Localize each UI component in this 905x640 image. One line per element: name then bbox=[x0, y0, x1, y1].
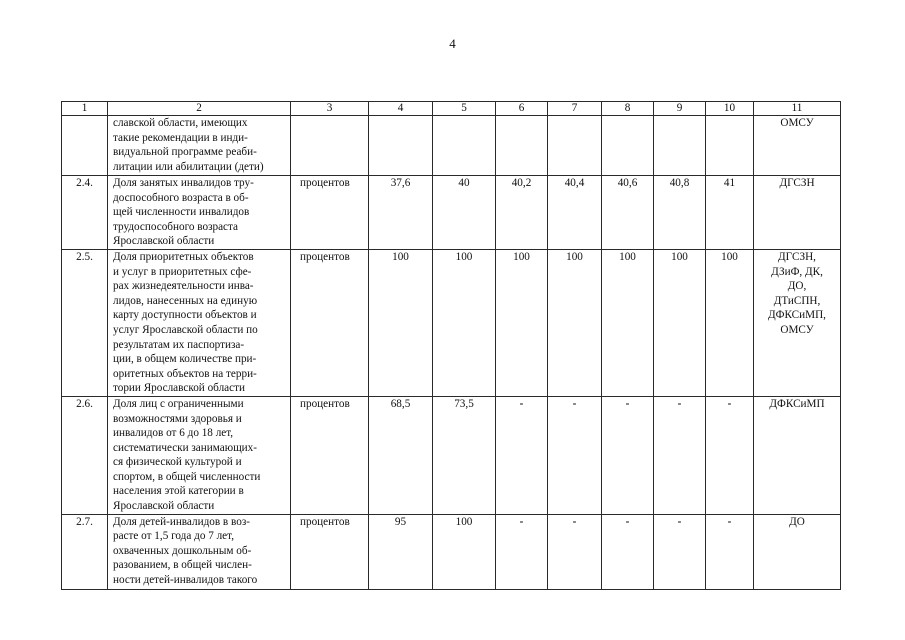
responsible-line: ДЗиФ, ДК, bbox=[771, 265, 823, 278]
table-body bbox=[62, 102, 841, 590]
value-cell: - bbox=[706, 514, 754, 589]
value-cell: - bbox=[654, 396, 706, 514]
responsible-cell bbox=[754, 249, 841, 396]
indicator-name-cell bbox=[108, 396, 291, 514]
value-cell: - bbox=[602, 514, 654, 589]
indicator-name-cell bbox=[108, 249, 291, 396]
indicator-name-line: Ярославской области bbox=[113, 235, 215, 248]
column-number: 6 bbox=[496, 102, 548, 116]
value-cell bbox=[654, 116, 706, 176]
responsible-line: ОМСУ bbox=[780, 117, 814, 129]
column-number: 9 bbox=[654, 102, 706, 116]
row-number-cell: 2.7. bbox=[62, 514, 108, 589]
value-cell: 40,6 bbox=[602, 176, 654, 250]
indicator-name-line: Доля лиц с ограниченными bbox=[113, 397, 244, 410]
indicator-name-line: результатам их паспортиза- bbox=[113, 338, 245, 351]
value-cell: 100 bbox=[496, 249, 548, 396]
unit-cell: процентов bbox=[291, 514, 369, 589]
value-cell: - bbox=[548, 514, 602, 589]
table-row bbox=[62, 514, 841, 589]
indicator-name-line: оритетных объектов на терри- bbox=[113, 367, 257, 380]
indicator-name-line: охваченных дошкольным об- bbox=[113, 544, 252, 557]
column-number-row bbox=[62, 102, 841, 116]
value-cell bbox=[602, 116, 654, 176]
indicator-name-cell bbox=[108, 116, 291, 176]
table-row bbox=[62, 176, 841, 250]
indicator-name-line: такие рекомендации в инди- bbox=[113, 131, 248, 144]
unit-cell: процентов bbox=[291, 249, 369, 396]
indicator-name-cell bbox=[108, 514, 291, 589]
column-number: 8 bbox=[602, 102, 654, 116]
unit-cell: процентов bbox=[291, 176, 369, 250]
value-cell: 37,6 bbox=[369, 176, 433, 250]
indicators-table bbox=[61, 101, 841, 590]
row-number-cell bbox=[62, 116, 108, 176]
responsible-cell bbox=[754, 176, 841, 250]
value-cell: 100 bbox=[706, 249, 754, 396]
responsible-line: ОМСУ bbox=[780, 323, 814, 336]
value-cell: 73,5 bbox=[433, 396, 496, 514]
value-cell: - bbox=[706, 396, 754, 514]
indicator-name-line: Доля приоритетных объектов bbox=[113, 250, 254, 263]
indicator-name-line: видуальной программе реаби- bbox=[113, 146, 257, 159]
value-cell: 100 bbox=[548, 249, 602, 396]
value-cell: - bbox=[548, 396, 602, 514]
indicator-name-line: тории Ярославской области bbox=[113, 382, 245, 395]
value-cell: 100 bbox=[602, 249, 654, 396]
value-cell: - bbox=[602, 396, 654, 514]
value-cell: 41 bbox=[706, 176, 754, 250]
value-cell bbox=[496, 116, 548, 176]
responsible-line: ДФКСиМП bbox=[769, 397, 825, 410]
row-number-cell: 2.6. bbox=[62, 396, 108, 514]
indicator-name-line: разованием, в общей числен- bbox=[113, 559, 252, 572]
responsible-line: ДТиСПН, bbox=[773, 294, 821, 307]
indicator-name-line: населения этой категории в bbox=[113, 485, 244, 498]
table-row bbox=[62, 396, 841, 514]
responsible-line: ДГСЗН bbox=[779, 177, 815, 189]
responsible-line: ДФКСиМП, bbox=[768, 309, 826, 322]
indicator-name-line: рах жизнедеятельности инва- bbox=[113, 280, 254, 293]
responsible-cell bbox=[754, 396, 841, 514]
value-cell: 68,5 bbox=[369, 396, 433, 514]
responsible-cell bbox=[754, 514, 841, 589]
value-cell: - bbox=[496, 396, 548, 514]
indicator-name-line: славской области, имеющих bbox=[113, 117, 248, 129]
responsible-line: ДГСЗН, bbox=[778, 250, 816, 263]
value-cell: 100 bbox=[369, 249, 433, 396]
indicator-name-line: карту доступности объектов и bbox=[113, 309, 257, 322]
value-cell bbox=[706, 116, 754, 176]
indicator-name-line: ции, в общем количестве при- bbox=[113, 353, 257, 366]
responsible-line: ДО bbox=[789, 515, 805, 528]
value-cell bbox=[548, 116, 602, 176]
indicator-name-line: лидов, нанесенных на единую bbox=[113, 294, 258, 307]
indicator-name-line: Доля занятых инвалидов тру- bbox=[113, 177, 254, 189]
indicator-name-line: ся физической культурой и bbox=[113, 456, 242, 469]
value-cell: 100 bbox=[654, 249, 706, 396]
page-number: 4 bbox=[449, 36, 456, 51]
column-number: 3 bbox=[291, 102, 369, 116]
table-row bbox=[62, 249, 841, 396]
indicator-name-line: услуг Ярославской области по bbox=[113, 323, 258, 336]
indicator-name-line: ности детей-инвалидов такого bbox=[113, 574, 258, 587]
indicator-name-line: инвалидов от 6 до 18 лет, bbox=[113, 427, 234, 440]
value-cell: 100 bbox=[433, 249, 496, 396]
value-cell: 40,8 bbox=[654, 176, 706, 250]
indicator-name-cell bbox=[108, 176, 291, 250]
column-number: 4 bbox=[369, 102, 433, 116]
value-cell: 40,2 bbox=[496, 176, 548, 250]
column-number: 1 bbox=[62, 102, 108, 116]
indicator-name-line: литации или абилитации (дети) bbox=[113, 160, 264, 173]
indicator-name-line: Доля детей-инвалидов в воз- bbox=[113, 515, 250, 528]
unit-cell bbox=[291, 116, 369, 176]
column-number: 2 bbox=[108, 102, 291, 116]
table-row bbox=[62, 116, 841, 176]
value-cell: - bbox=[654, 514, 706, 589]
indicator-name-line: возможностями здоровья и bbox=[113, 412, 242, 425]
value-cell: 40,4 bbox=[548, 176, 602, 250]
row-number-cell: 2.4. bbox=[62, 176, 108, 250]
value-cell: 100 bbox=[433, 514, 496, 589]
value-cell: 40 bbox=[433, 176, 496, 250]
value-cell bbox=[369, 116, 433, 176]
indicator-name-line: спортом, в общей численности bbox=[113, 470, 261, 483]
indicator-name-line: систематически занимающих- bbox=[113, 441, 257, 454]
responsible-line: ДО, bbox=[787, 280, 807, 293]
indicator-name-line: расте от 1,5 года до 7 лет, bbox=[113, 530, 234, 543]
unit-cell: процентов bbox=[291, 396, 369, 514]
value-cell: 95 bbox=[369, 514, 433, 589]
row-number-cell: 2.5. bbox=[62, 249, 108, 396]
column-number: 7 bbox=[548, 102, 602, 116]
indicator-name-line: Ярославской области bbox=[113, 500, 215, 513]
value-cell bbox=[433, 116, 496, 176]
indicator-name-line: трудоспособного возраста bbox=[113, 220, 239, 233]
indicator-name-line: доспособного возраста в об- bbox=[113, 191, 249, 204]
responsible-cell bbox=[754, 116, 841, 176]
column-number: 10 bbox=[706, 102, 754, 116]
indicator-name-line: и услуг в приоритетных сфе- bbox=[113, 265, 252, 278]
indicator-name-line: щей численности инвалидов bbox=[113, 206, 250, 219]
value-cell: - bbox=[496, 514, 548, 589]
column-number: 11 bbox=[754, 102, 841, 116]
column-number: 5 bbox=[433, 102, 496, 116]
